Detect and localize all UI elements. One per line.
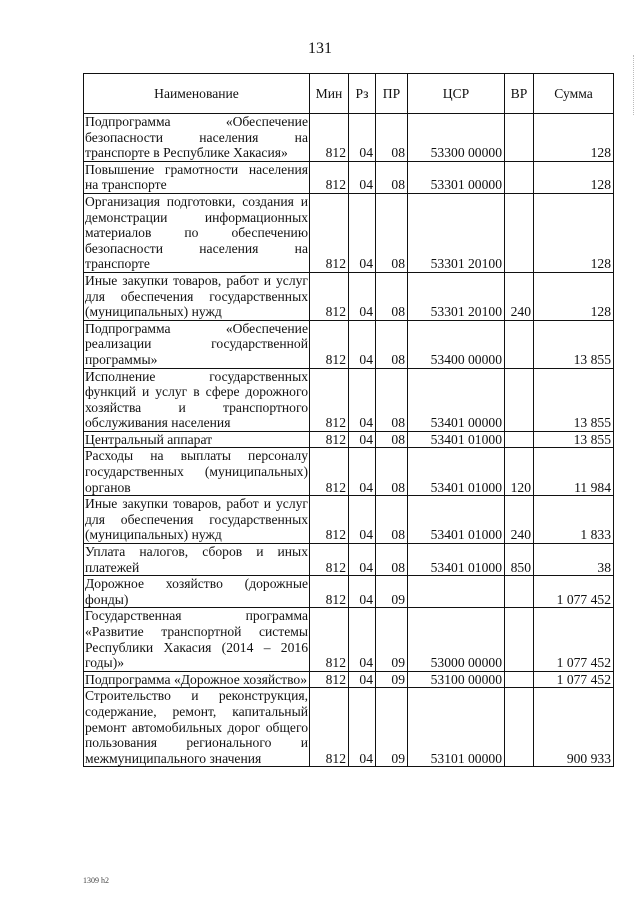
header-sum: Сумма	[534, 74, 614, 114]
row-csr-cell: 53401 01000	[408, 496, 505, 544]
row-vr-cell	[505, 671, 534, 688]
row-sum-cell: 128	[534, 193, 614, 272]
budget-table	[83, 73, 614, 767]
row-vr-cell	[505, 431, 534, 448]
table-row	[84, 576, 614, 608]
row-min-cell: 812	[310, 193, 349, 272]
row-pr-cell: 09	[376, 688, 408, 767]
row-pr-cell: 08	[376, 272, 408, 320]
row-min-cell: 812	[310, 688, 349, 767]
row-rz-cell: 04	[349, 114, 376, 162]
table-row	[84, 608, 614, 671]
row-sum-cell: 128	[534, 114, 614, 162]
table-body	[84, 114, 614, 767]
row-name-cell: Исполнение государственных функций и услуг в сфере дорожного хозяйства и транспортного обслуживания населения	[85, 368, 308, 431]
header-min: Мин	[310, 74, 349, 114]
row-vr-cell	[505, 114, 534, 162]
scan-margin-mark	[633, 55, 636, 115]
row-vr-cell: 120	[505, 448, 534, 496]
row-vr-cell: 850	[505, 544, 534, 576]
row-rz-cell: 04	[349, 368, 376, 431]
table-row	[84, 320, 614, 368]
row-csr-cell: 53100 00000	[408, 671, 505, 688]
row-min-cell: 812	[310, 448, 349, 496]
row-csr-cell: 53300 00000	[408, 114, 505, 162]
row-rz-cell: 04	[349, 671, 376, 688]
row-min-cell: 812	[310, 272, 349, 320]
row-rz-cell: 04	[349, 608, 376, 671]
row-csr-cell: 53301 20100	[408, 272, 505, 320]
row-min-cell: 812	[310, 576, 349, 608]
row-sum-cell: 1 833	[534, 496, 614, 544]
row-rz-cell: 04	[349, 431, 376, 448]
row-vr-cell	[505, 368, 534, 431]
row-csr-cell: 53401 01000	[408, 448, 505, 496]
row-name-cell: Организация подготовки, создания и демонстрации информационных материалов по обеспечению безопасности населения на транспорте	[85, 193, 308, 272]
row-rz-cell: 04	[349, 448, 376, 496]
row-pr-cell: 08	[376, 193, 408, 272]
row-min-cell: 812	[310, 496, 349, 544]
row-pr-cell: 09	[376, 608, 408, 671]
row-vr-cell: 240	[505, 496, 534, 544]
row-rz-cell: 04	[349, 576, 376, 608]
header-vr: ВР	[505, 74, 534, 114]
row-name-cell: Подпрограмма «Обеспечение реализации государственной программы»	[85, 320, 308, 367]
footer-code: 1309 h2	[83, 876, 109, 885]
row-sum-cell: 13 855	[534, 368, 614, 431]
row-rz-cell: 04	[349, 688, 376, 767]
table-header-row	[84, 74, 614, 114]
row-rz-cell: 04	[349, 320, 376, 368]
row-pr-cell: 08	[376, 448, 408, 496]
row-min-cell: 812	[310, 431, 349, 448]
row-csr-cell	[408, 576, 505, 608]
row-csr-cell: 53401 01000	[408, 544, 505, 576]
row-sum-cell: 900 933	[534, 688, 614, 767]
row-pr-cell: 08	[376, 496, 408, 544]
row-name-cell: Расходы на выплаты персоналу государственных (муниципальных) органов	[85, 448, 308, 495]
table-row	[84, 193, 614, 272]
header-pr: ПР	[376, 74, 408, 114]
row-vr-cell: 240	[505, 272, 534, 320]
header-csr: ЦСР	[408, 74, 505, 114]
row-name-cell: Дорожное хозяйство (дорожные фонды)	[85, 576, 308, 607]
row-pr-cell: 09	[376, 671, 408, 688]
row-sum-cell: 38	[534, 544, 614, 576]
row-vr-cell	[505, 608, 534, 671]
row-min-cell: 812	[310, 368, 349, 431]
row-sum-cell: 1 077 452	[534, 576, 614, 608]
row-sum-cell: 11 984	[534, 448, 614, 496]
header-name: Наименование	[84, 74, 310, 114]
row-sum-cell: 1 077 452	[534, 671, 614, 688]
table-row	[84, 368, 614, 431]
row-csr-cell: 53400 00000	[408, 320, 505, 368]
row-vr-cell	[505, 320, 534, 368]
row-vr-cell	[505, 193, 534, 272]
table-row	[84, 272, 614, 320]
row-name-cell: Повышение грамотности населения на транспорте	[85, 161, 308, 193]
table-row	[84, 688, 614, 767]
row-name-cell: Государственная программа «Развитие транспортной системы Республики Хакасия (2014 – 2016 годы)»	[85, 608, 308, 671]
row-pr-cell: 09	[376, 576, 408, 608]
row-name-cell: Строительство и реконструкция, содержание, ремонт, капитальный ремонт автомобильных дорог общего пользования регионального и межмуниципального значения	[85, 688, 308, 766]
row-name-cell: Подпрограмма «Дорожное хозяйство»	[84, 671, 310, 688]
table-row	[84, 671, 614, 688]
table-row	[84, 544, 614, 576]
row-vr-cell	[505, 688, 534, 767]
row-name-cell: Центральный аппарат	[84, 431, 310, 448]
row-name-cell: Иные закупки товаров, работ и услуг для обеспечения государственных (муниципальных) нужд	[85, 272, 308, 320]
row-sum-cell: 13 855	[534, 320, 614, 368]
table-row	[84, 431, 614, 448]
row-min-cell: 812	[310, 671, 349, 688]
row-min-cell: 812	[310, 114, 349, 162]
row-csr-cell: 53301 00000	[408, 161, 505, 193]
row-vr-cell	[505, 161, 534, 193]
row-csr-cell: 53401 00000	[408, 368, 505, 431]
row-name-cell: Уплата налогов, сборов и иных платежей	[85, 544, 308, 575]
row-name-cell: Подпрограмма «Обеспечение безопасности населения на транспорте в Республике Хакасия»	[85, 114, 308, 161]
row-sum-cell: 1 077 452	[534, 608, 614, 671]
row-min-cell: 812	[310, 608, 349, 671]
row-csr-cell: 53101 00000	[408, 688, 505, 767]
row-rz-cell: 04	[349, 272, 376, 320]
row-rz-cell: 04	[349, 193, 376, 272]
row-csr-cell: 53301 20100	[408, 193, 505, 272]
row-rz-cell: 04	[349, 496, 376, 544]
row-csr-cell: 53401 01000	[408, 431, 505, 448]
row-sum-cell: 13 855	[534, 431, 614, 448]
row-vr-cell	[505, 576, 534, 608]
table-row	[84, 496, 614, 544]
row-pr-cell: 08	[376, 320, 408, 368]
row-rz-cell: 04	[349, 544, 376, 576]
row-csr-cell: 53000 00000	[408, 608, 505, 671]
row-min-cell: 812	[310, 544, 349, 576]
row-sum-cell: 128	[534, 272, 614, 320]
page-number: 131	[308, 40, 332, 57]
row-pr-cell: 08	[376, 114, 408, 162]
row-pr-cell: 08	[376, 431, 408, 448]
row-name-cell: Иные закупки товаров, работ и услуг для обеспечения государственных (муниципальных) нужд	[85, 496, 308, 543]
table-row	[84, 161, 614, 193]
row-rz-cell: 04	[349, 161, 376, 193]
row-pr-cell: 08	[376, 161, 408, 193]
header-rz: Рз	[349, 74, 376, 114]
row-pr-cell: 08	[376, 368, 408, 431]
table-row	[84, 114, 614, 162]
row-pr-cell: 08	[376, 544, 408, 576]
row-min-cell: 812	[310, 320, 349, 368]
row-sum-cell: 128	[534, 161, 614, 193]
table-row	[84, 448, 614, 496]
row-min-cell: 812	[310, 161, 349, 193]
